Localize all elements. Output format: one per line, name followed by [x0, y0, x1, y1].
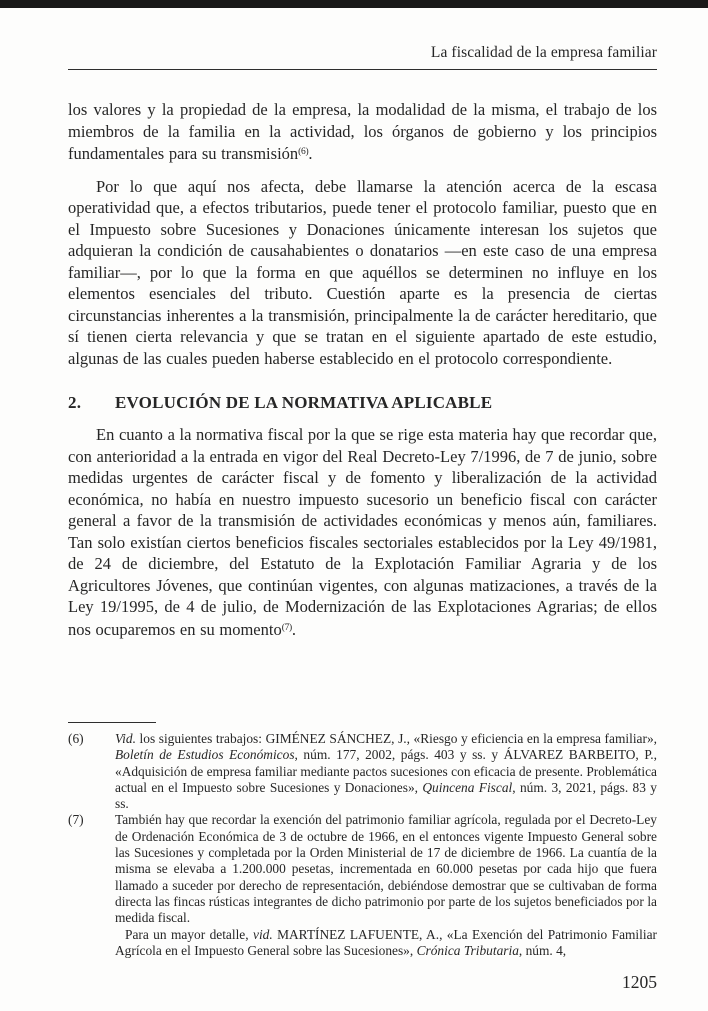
text-run: , núm. 4,: [518, 942, 567, 958]
text-run: En cuanto a la normativa fiscal por la que se rige esta materia hay que recordar que, con anterioridad a la entrada en vigor del Real Decreto-Ley 7/1996, de 7 de junio, sobre medidas urgentes de carácter fiscal y de fomento y liberalización de la actividad económica, no había en nuestro impuesto sucesorio un beneficio fiscal con carácter general a favor de la transmisión de actividades económicas y menos aún, familiares. Tan solo existían ciertos beneficios fiscales sectoriales establecidos por la Ley 49/1981, de 24 de diciembre, del Estatuto de la Explotación Familiar Agraria y de los Agricultores Jóvenes, que continúan vigentes, con algunas matizaciones, a través de la Ley 19/1995, de 4 de julio, de Modernización de las Explotaciones Agrarias; de ellos nos ocuparemos en su momento: [68, 425, 657, 639]
footnote-area: [68, 722, 657, 993]
paragraph: [68, 176, 657, 370]
footnote-number: (6): [68, 731, 84, 746]
footnote-paragraph: [115, 927, 657, 960]
running-header-text: La fiscalidad de la empresa familiar: [430, 44, 657, 61]
body-blocks: [68, 99, 657, 640]
text-run: Vid.: [115, 731, 136, 746]
text-run: .: [291, 619, 297, 639]
footnote: [68, 731, 657, 812]
section-heading-title: EVOLUCIÓN DE LA NORMATIVA APLICABLE: [115, 393, 493, 412]
text-run: MARTÍNEZ LAFUENTE, A., «La Exención del Patrimonio Familiar Agrícola en el Impuesto General sobre las Sucesiones»,: [115, 926, 657, 958]
footnote-number: (7): [68, 812, 84, 828]
running-header: [68, 44, 657, 70]
footnote-separator: [68, 722, 156, 723]
text-run: Crónica Tributaria: [416, 942, 519, 958]
text-run: Boletín de Estudios Económicos: [115, 747, 295, 763]
footnote-paragraph: [115, 812, 657, 926]
section-heading-number: 2.: [68, 393, 82, 412]
text-run: .: [308, 144, 313, 163]
text-run: También hay que recordar la exención del patrimonio familiar agrícola, regulada por el Decreto-Ley de Ordenación Económica de 3 de octubre de 1966, en el entonces vigente Impuesto General sobre las Sucesiones y completada por la Orden Ministerial de 17 de diciembre de 1966. La cuantía de la misma se elevaba a 1.200.000 pesetas, incrementada en 60.000 pesetas por cada hijo que fuera llamado a suceder por derecho de representación, debiéndose demostrar que se cultivaban de forma directa las fincas rústicas integrantes de dicho patrimonio por parte de los sujetos beneficiados por la medida fiscal.: [115, 812, 657, 926]
text-run: Por lo que aquí nos afecta, debe llamarse la atención acerca de la escasa operatividad que, a efectos tributarios, puede tener el protocolo familiar, puesto que en el Impuesto sobre Sucesiones y Donaciones únicamente interesan los sujetos que adquieran la condición de causahabientes o donatarios —en este caso de una empresa familiar—, por lo que la forma en que aquéllos se determinen no influye en los elementos esenciales del tributo. Cuestión aparte es la presencia de ciertas circunstancias inherentes a la transmisión, principalmente la de carácter hereditario, que sí tienen cierta relevancia y que se tratan en el siguiente apartado de este estudio, algunas de las cuales pueden haberse establecido en el protocolo correspondiente.: [68, 176, 657, 368]
section-heading: [68, 393, 657, 413]
text-run: los valores y la propiedad de la empresa, la modalidad de la misma, el trabajo de los miembros de la familia en la actividad, los órganos de gobierno y los principios fundamentales para su transmisión: [68, 100, 657, 163]
footnote-text: [115, 731, 657, 812]
text-run: , núm. 177, 2002, págs. 403 y ss. y ÁLVAREZ BARBEITO, P., «Adquisición de empresa familiar mediante pactos sucesiones con eficacia de presente. Problemática actual en el Impuesto sobre Sucesiones y Donaciones»,: [115, 747, 657, 795]
footnotes: [68, 731, 657, 959]
page-number: 1205: [622, 972, 657, 993]
text-run: Quincena Fiscal: [422, 779, 513, 795]
text-run: , núm. 3, 2021, págs. 83 y ss.: [115, 779, 657, 812]
text-run: vid.: [253, 926, 273, 942]
paragraph: [68, 424, 657, 640]
paragraph: [68, 99, 657, 165]
footnote-paragraph: [115, 731, 657, 812]
text-run: Para un mayor detalle,: [125, 926, 253, 942]
text-run: los siguientes trabajos: GIMÉNEZ SÁNCHEZ, J., «Riesgo y eficiencia en la empresa familiar»,: [135, 731, 657, 746]
footnote: [68, 812, 657, 959]
footnote-text: [115, 812, 657, 959]
footnote-marker: (6): [298, 147, 309, 157]
footnote-marker: (7): [281, 622, 292, 633]
